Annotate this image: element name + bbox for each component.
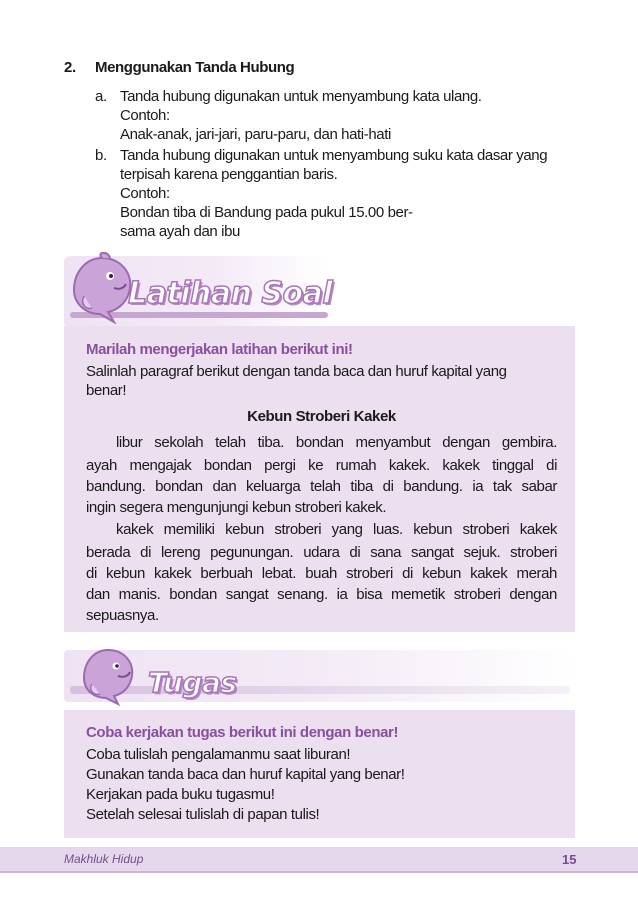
footer-divider bbox=[0, 871, 638, 873]
dolphin-icon bbox=[74, 646, 144, 706]
item-b-line: Tanda hubung digunakan untuk menyambung suku kata dasar yang bbox=[120, 147, 548, 164]
latihan-task-line: benar! bbox=[86, 382, 127, 399]
latihan-instruction: Marilah mengerjakan latihan berikut ini! bbox=[86, 341, 353, 358]
item-b-line: sama ayah dan ibu bbox=[120, 223, 240, 240]
story-p2-line: sepuasnya. bbox=[86, 607, 159, 624]
item-a-letter: a. bbox=[95, 88, 107, 105]
tugas-line: Kerjakan pada buku tugasmu! bbox=[86, 786, 275, 803]
story-p2-line: berada di lereng pegunungan. udara di sana sangat sejuk. stroberi bbox=[86, 544, 557, 561]
tugas-line: Setelah selesai tulislah di papan tulis! bbox=[86, 806, 320, 823]
item-a-line: Contoh: bbox=[120, 107, 170, 124]
latihan-banner-title: Latihan Soal bbox=[128, 276, 333, 311]
tugas-banner-stripe bbox=[70, 686, 570, 694]
item-b-line: terpisah karena penggantian baris. bbox=[120, 166, 338, 183]
page-number: 15 bbox=[562, 852, 577, 867]
section-number: 2. bbox=[64, 59, 76, 76]
story-p1-line: bandung. bondan dan keluarga telah tiba di bandung. ia tak sabar bbox=[86, 478, 557, 495]
story-p2-line: dan manis. bondan sangat senang. ia bisa memetik stroberi dengan bbox=[86, 586, 557, 603]
tugas-line: Gunakan tanda baca dan huruf kapital yang benar! bbox=[86, 766, 405, 783]
item-b-letter: b. bbox=[95, 147, 107, 164]
story-p2-line: di kebun kakek berbuah lebat. buah stroberi di kebun kakek merah bbox=[86, 565, 557, 582]
footer-book-title: Makhluk Hidup bbox=[64, 852, 144, 866]
section-title: Menggunakan Tanda Hubung bbox=[95, 59, 295, 76]
story-p1-line: ayah mengajak bondan pergi ke rumah kakek. kakek tinggal di bbox=[86, 457, 557, 474]
item-a-line: Tanda hubung digunakan untuk menyambung kata ulang. bbox=[120, 88, 482, 105]
item-b-line: Contoh: bbox=[120, 185, 170, 202]
story-p1-line: libur sekolah telah tiba. bondan menyambut dengan gembira. bbox=[116, 434, 557, 451]
item-b-line: Bondan tiba di Bandung pada pukul 15.00 ber- bbox=[120, 204, 413, 221]
story-p2-line: kakek memiliki kebun stroberi yang luas. kebun stroberi kakek bbox=[116, 521, 557, 538]
tugas-instruction: Coba kerjakan tugas berikut ini dengan benar! bbox=[86, 724, 399, 741]
story-title: Kebun Stroberi Kakek bbox=[247, 408, 396, 425]
item-a-line: Anak-anak, jari-jari, paru-paru, dan hati-hati bbox=[120, 126, 391, 143]
latihan-task-line: Salinlah paragraf berikut dengan tanda baca dan huruf kapital yang bbox=[86, 363, 507, 380]
tugas-line: Coba tulislah pengalamanmu saat liburan! bbox=[86, 746, 351, 763]
tugas-banner-title: Tugas bbox=[148, 666, 237, 699]
story-p1-line: ingin segera mengunjungi kebun stroberi kakek. bbox=[86, 499, 387, 516]
